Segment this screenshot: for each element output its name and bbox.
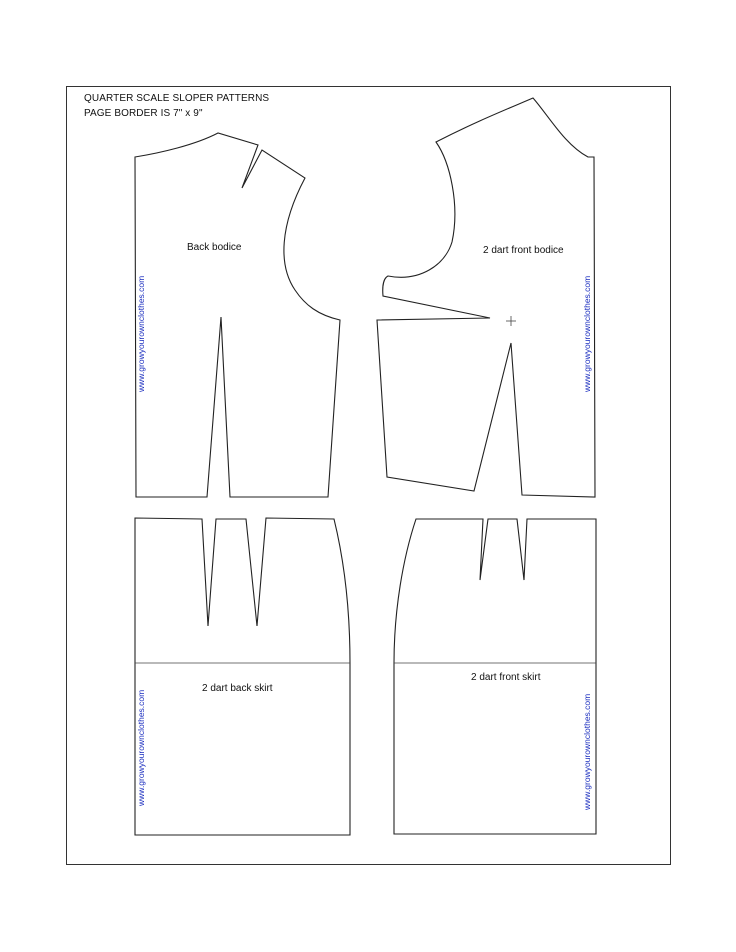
front-bodice-piece	[377, 98, 595, 497]
header-subtitle: PAGE BORDER IS 7" x 9"	[84, 108, 203, 119]
back-bodice-label: Back bodice	[187, 242, 242, 253]
back-skirt-piece	[135, 518, 350, 835]
back-skirt-label: 2 dart back skirt	[202, 683, 273, 694]
front-bodice-outline	[377, 98, 595, 497]
front-skirt-piece	[394, 519, 596, 834]
back-bodice-watermark: www.growyourownclothes.com	[136, 275, 146, 392]
back-skirt-watermark: www.growyourownclothes.com	[136, 689, 146, 806]
header-title: QUARTER SCALE SLOPER PATTERNS	[84, 93, 270, 104]
back-skirt-outline	[135, 518, 350, 835]
front-skirt-label: 2 dart front skirt	[471, 672, 541, 683]
front-bodice-label: 2 dart front bodice	[483, 245, 564, 256]
bust-point-marker	[506, 316, 516, 326]
front-bodice-watermark: www.growyourownclothes.com	[582, 275, 592, 392]
page-border	[67, 87, 671, 865]
back-bodice-outline	[135, 133, 340, 497]
back-bodice-piece	[135, 133, 340, 497]
front-skirt-watermark: www.growyourownclothes.com	[582, 693, 592, 810]
